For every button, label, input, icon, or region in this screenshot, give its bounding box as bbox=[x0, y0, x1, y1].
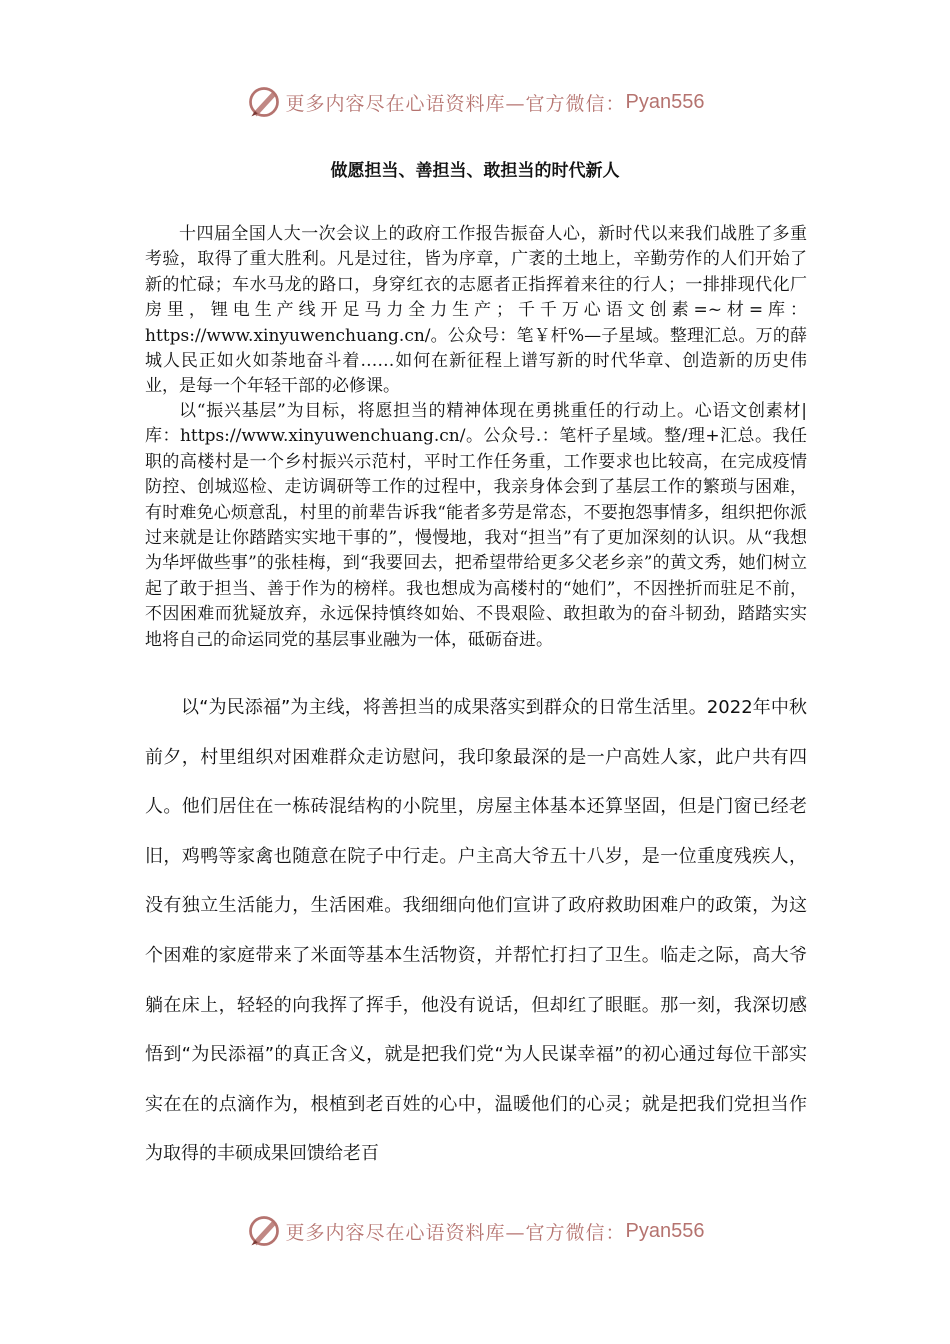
paragraph-1-text: 十四届全国人大一次会议上的政府工作报告振奋人心，新时代以来我们战胜了多重考验，取得了重大胜利。凡是过往，皆为序章，广袤的土地上，辛勤劳作的人们开始了新的忙碌；车水马龙的路口，身穿红衣的志愿者正指挥着来往的行人；一排排现代化厂房里，锂电生产线开足马力全力生产；千千万心语文创素=~材=库：https://www.xinyuwenchuang.cn/。公众号：笔￥杆%—子星域。整理汇总。万的薛城人民正如火如荼地奋斗着……如何在新征程上谱写新的时代华章、创造新的历史伟业，是每一个年轻干部的必修课。 bbox=[145, 224, 807, 397]
paragraph-3 bbox=[145, 683, 807, 1179]
footer-banner bbox=[0, 1209, 950, 1253]
footer-banner-text: 更多内容尽在心语资料库—官方微信： bbox=[285, 1221, 626, 1244]
header-banner-text: 更多内容尽在心语资料库—官方微信： bbox=[285, 92, 626, 115]
paragraph-2 bbox=[145, 399, 807, 653]
paragraph-3-text: 以“为民添福”为主线，将善担当的成果落实到群众的日常生活里。2022年中秋前夕，村里组织对困难群众走访慰问，我印象最深的是一户高姓人家，此户共有四人。他们居住在一栋砖混结构的小院里，房屋主体基本还算坚固，但是门窗已经老旧，鸡鸭等家禽也随意在院子中行走。户主高大爷五十八岁，是一位重度残疾人，没有独立生活能力，生活困难。我细细向他们宣讲了政府救助困难户的政策，为这个困难的家庭带来了米面等基本生活物资，并帮忙打扫了卫生。临走之际，高大爷躺在床上，轻轻的向我挥了挥手，他没有说话，但却红了眼眶。那一刻，我深切感悟到“为民添福”的真正含义，就是把我们党“为人民谋幸福”的初心通过每位干部实实在在的点滴作为，根植到老百姓的心中，温暖他们的心灵；就是把我们党担当作为取得的丰硕成果回馈给老百 bbox=[145, 697, 807, 1165]
footer-wechat-id: Pyan556 bbox=[625, 1219, 705, 1242]
paragraph-2-text: 以“振兴基层”为目标，将愿担当的精神体现在勇挑重任的行动上。心语文创素材|库：https://www.xinyuwenchuang.cn/。公众号.：笔杆子星域。整/理+汇总。我任职的高楼村是一个乡村振兴示范村，平时工作任务重，工作要求也比较高，在完成疫情防控、创城巡检、走访调研等工作的过程中，我亲身体会到了基层工作的繁琐与困难，有时难免心烦意乱，村里的前辈告诉我“能者多劳是常态，不要抱怨事情多，组织把你派过来就是让你踏踏实实地干事的”，慢慢地，我对“担当”有了更加深刻的认识。从“我想为华坪做些事”的张桂梅，到“我要回去，把希望带给更多父老乡亲”的黄文秀，她们树立起了敢于担当、善于作为的榜样。我也想成为高楼村的“她们”，不因挫折而驻足不前，不因困难而犹疑放弃，永远保持慎终如始、不畏艰险、敢担敢为的奋斗韧劲，踏踏实实地将自己的命运同党的基层事业融为一体，砥砺奋进。 bbox=[145, 401, 807, 650]
header-wechat-id: Pyan556 bbox=[625, 90, 705, 113]
header-banner bbox=[0, 80, 950, 124]
paragraph-1 bbox=[145, 222, 807, 400]
pen-logo-icon bbox=[246, 1213, 282, 1249]
pen-logo-icon bbox=[246, 84, 282, 120]
document-title: 做愿担当、善担当、敢担当的时代新人 bbox=[330, 161, 620, 181]
